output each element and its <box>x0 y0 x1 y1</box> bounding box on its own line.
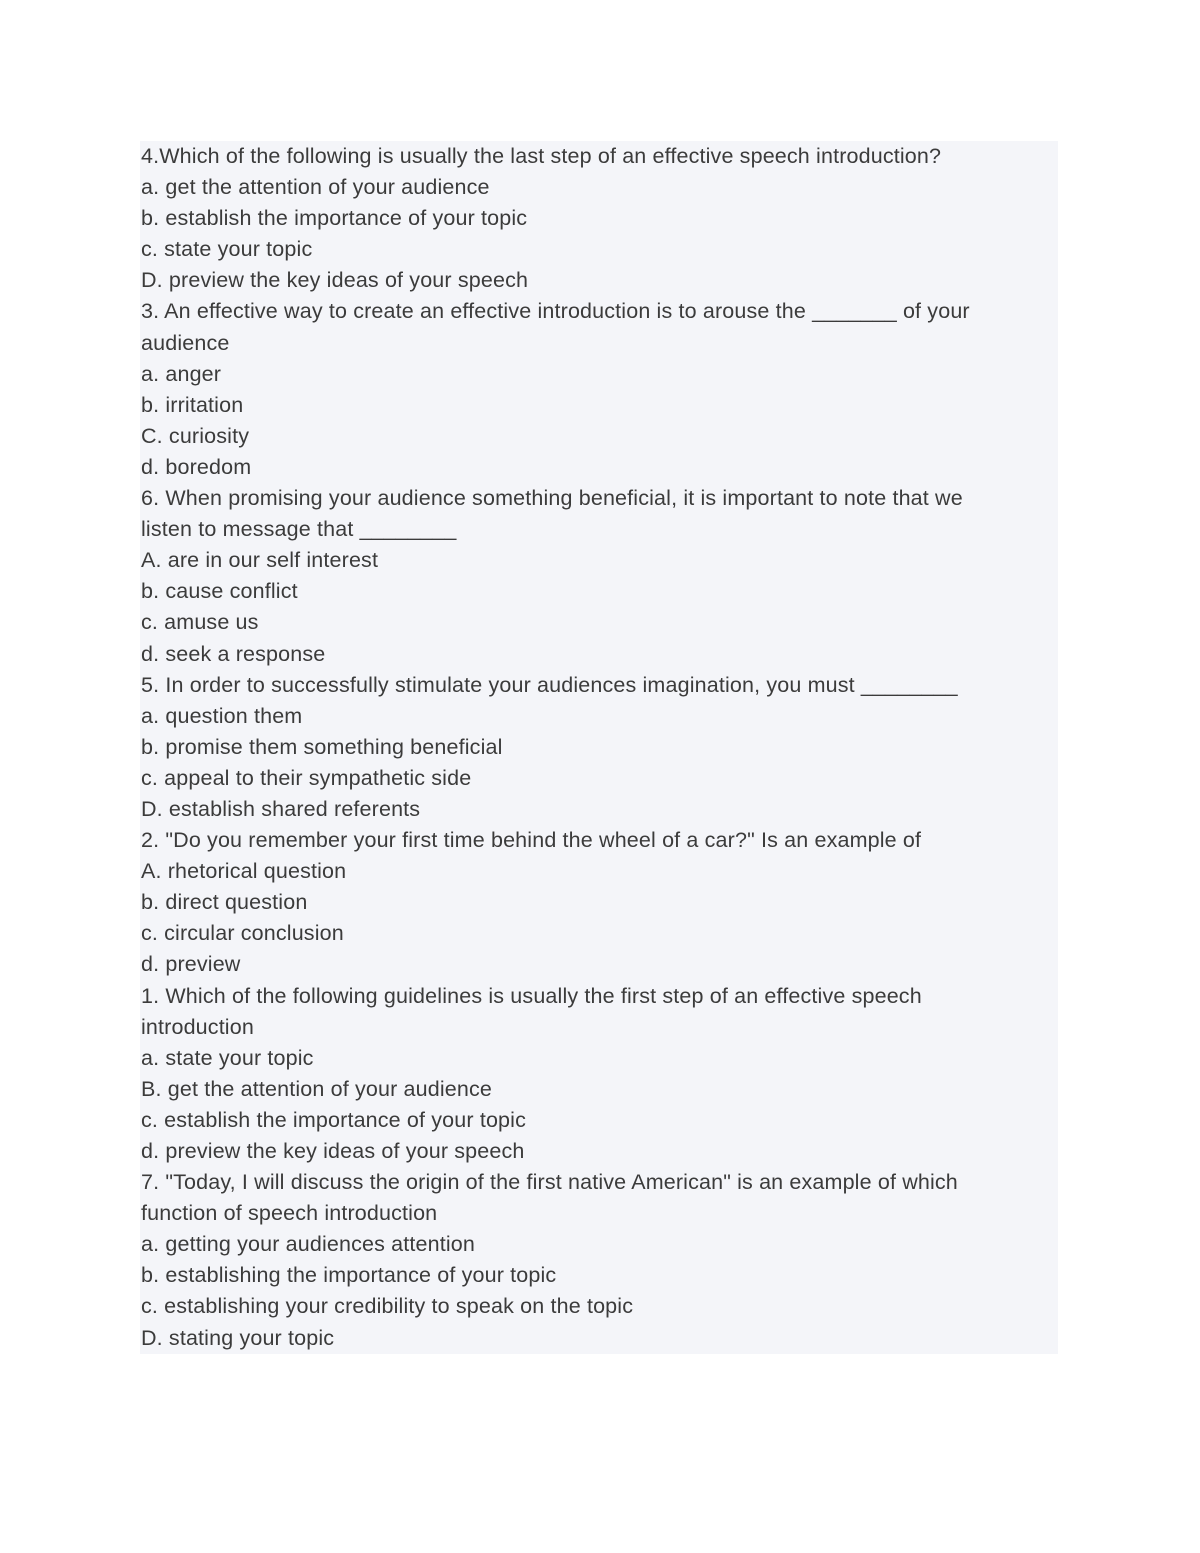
question-2-option-c: c. circular conclusion <box>141 921 344 946</box>
question-4-option-d: D. preview the key ideas of your speech <box>141 268 529 293</box>
question-4-option-c: c. state your topic <box>141 237 313 262</box>
question-1-option-b: B. get the attention of your audience <box>141 1076 492 1101</box>
question-5-text: 5. In order to successfully stimulate your audiences imagination, you must ________ <box>141 672 958 697</box>
question-2-option-b: b. direct question <box>141 890 308 915</box>
question-7-option-d: D. stating your topic <box>141 1325 335 1350</box>
question-5-option-b: b. promise them something beneficial <box>141 734 503 759</box>
question-7-text: 7. "Today, I will discuss the origin of the first native American" is an example of which <box>141 1170 958 1195</box>
question-3-option-c: C. curiosity <box>141 423 250 448</box>
question-3-option-b: b. irritation <box>141 392 244 417</box>
question-6-option-a: A. are in our self interest <box>141 548 379 573</box>
question-1-option-d: d. preview the key ideas of your speech <box>141 1139 525 1163</box>
question-2-option-a: A. rhetorical question <box>141 859 347 884</box>
question-4-option-b: b. establish the importance of your topic <box>141 206 528 231</box>
question-5-option-c: c. appeal to their sympathetic side <box>141 765 472 790</box>
question-3-option-d: d. boredom <box>141 454 252 479</box>
quiz-text-block <box>140 141 1058 1354</box>
question-6-option-d: d. seek a response <box>141 641 326 666</box>
question-6-option-c: c. amuse us <box>141 610 259 635</box>
question-5-option-a: a. question them <box>141 703 303 728</box>
question-7-option-b: b. establishing the importance of your topic <box>141 1263 557 1288</box>
question-1-option-a: a. state your topic <box>141 1045 314 1070</box>
question-6-text-cont: listen to message that ________ <box>141 517 457 542</box>
question-7-text-cont: function of speech introduction <box>141 1201 438 1226</box>
question-6-text: 6. When promising your audience something beneficial, it is important to note that we <box>141 486 963 511</box>
question-3-option-a: a. anger <box>141 361 222 386</box>
question-7-option-c: c. establishing your credibility to speak on the topic <box>141 1294 634 1319</box>
question-1-text-cont: introduction <box>141 1014 254 1039</box>
question-4-option-a: a. get the attention of your audience <box>141 175 490 200</box>
question-7-option-a: a. getting your audiences attention <box>141 1232 475 1257</box>
question-1-option-c: c. establish the importance of your topic <box>141 1107 526 1132</box>
question-3-text: 3. An effective way to create an effective introduction is to arouse the _______ of your <box>141 299 970 324</box>
question-6-option-b: b. cause conflict <box>141 579 298 604</box>
question-5-option-d: D. establish shared referents <box>141 796 421 821</box>
question-2-option-d: d. preview <box>141 952 241 977</box>
question-1-text: 1. Which of the following guidelines is usually the first step of an effective speech <box>141 983 922 1008</box>
question-3-text-cont: audience <box>141 330 230 355</box>
question-2-text: 2. "Do you remember your first time behind the wheel of a car?" Is an example of <box>141 828 922 853</box>
question-4-text: 4.Which of the following is usually the last step of an effective speech introduction? <box>141 144 942 168</box>
